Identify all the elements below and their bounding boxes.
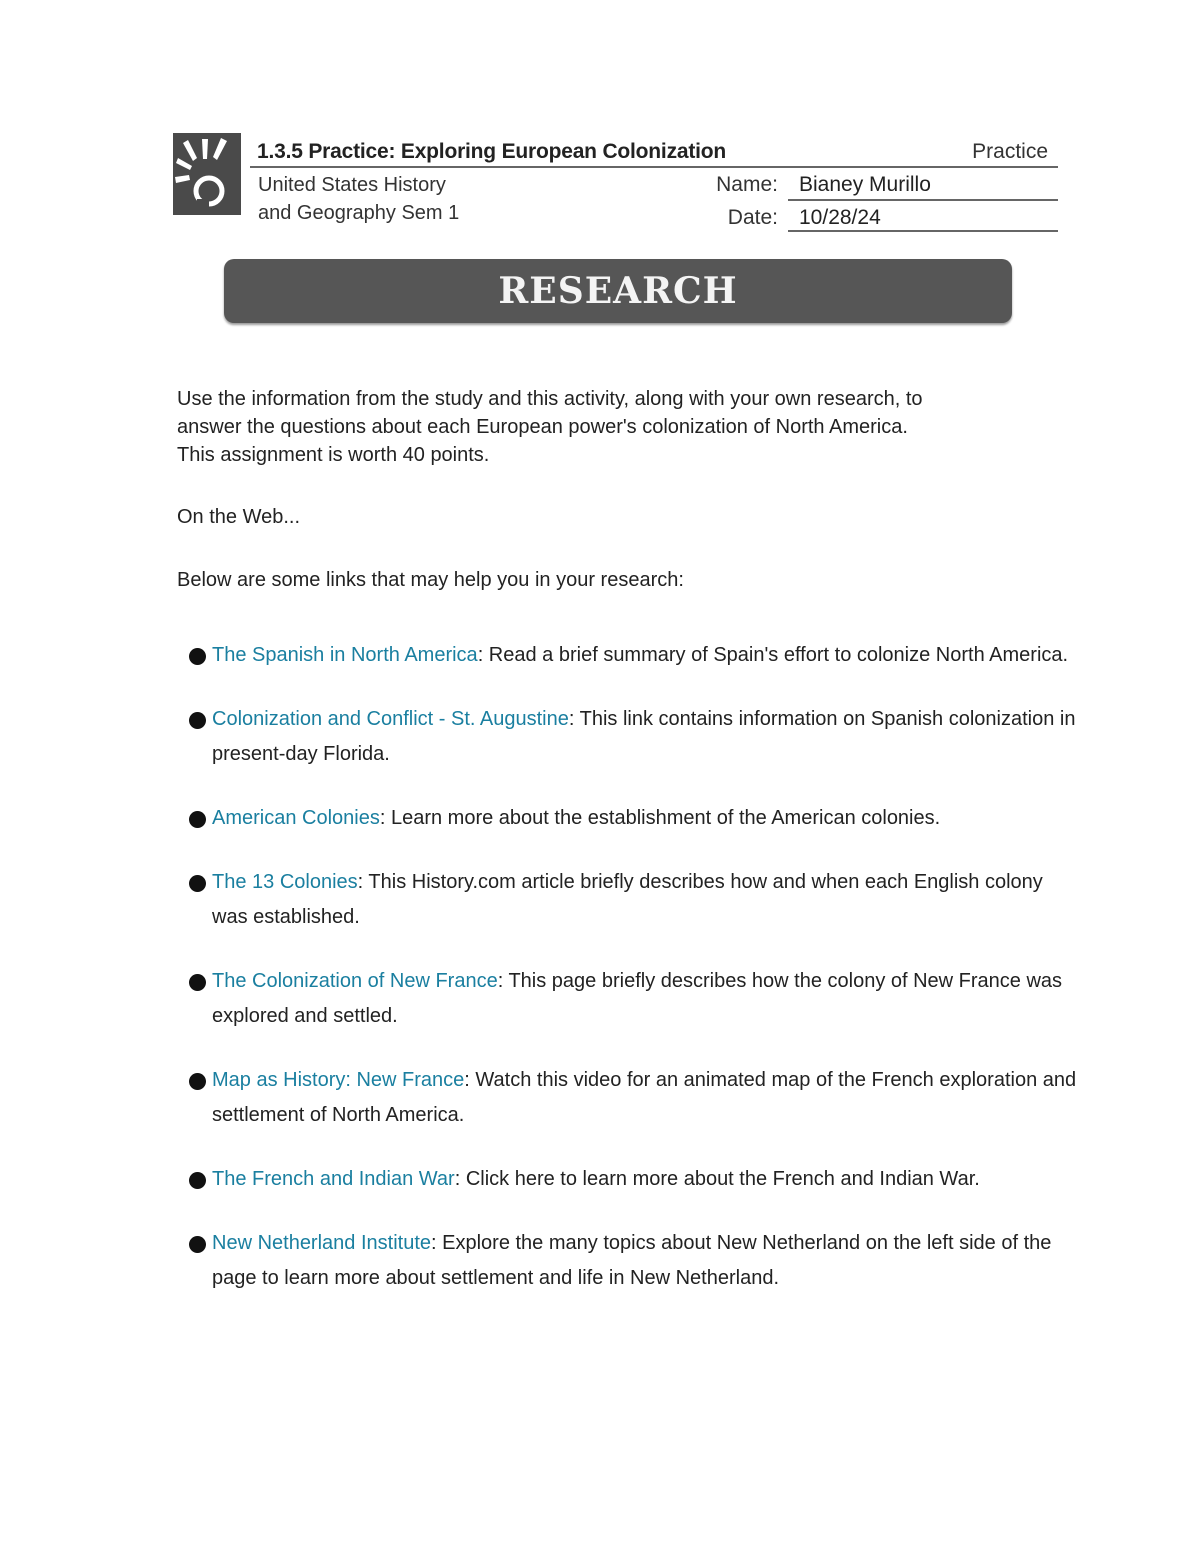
link-new-netherland-institute[interactable]: New Netherland Institute [212, 1232, 432, 1254]
bullet-icon [189, 1236, 206, 1253]
link-map-as-history[interactable]: Map as History: New France [212, 1069, 465, 1091]
web-heading: On the Web... [177, 506, 301, 528]
bullet-icon [189, 648, 206, 665]
bullet-icon [189, 1073, 206, 1090]
course-name-line2: and Geography Sem 1 [258, 202, 460, 224]
link-st-augustine[interactable]: Colonization and Conflict - St. Augustine [212, 708, 569, 730]
header-divider [250, 166, 1058, 168]
link-description: : Watch this video for an animated map of the French exploration and settlement of North America. [212, 1069, 1077, 1126]
bullet-icon [189, 875, 206, 892]
list-item [188, 964, 1078, 1034]
link-colonization-new-france[interactable]: The Colonization of New France [212, 970, 498, 992]
banner-title: RESEARCH [498, 270, 738, 312]
list-item [188, 1162, 1078, 1197]
link-description: : Read a brief summary of Spain's effort to colonize North America. [477, 644, 1069, 666]
list-item [188, 638, 1078, 673]
date-label: Date: [727, 206, 778, 229]
name-field[interactable]: Bianey Murillo [799, 173, 931, 196]
link-french-indian-war[interactable]: The French and Indian War [212, 1168, 455, 1190]
resource-link-list [188, 638, 1078, 1325]
instructions-line: Use the information from the study and this activity, along with your own research, to [177, 388, 923, 410]
instructions-paragraph [177, 385, 1077, 469]
link-spanish-north-america[interactable]: The Spanish in North America [212, 644, 478, 666]
links-intro: Below are some links that may help you in your research: [177, 569, 684, 591]
link-13-colonies[interactable]: The 13 Colonies [212, 871, 358, 893]
link-description: : Learn more about the establishment of the American colonies. [379, 807, 941, 829]
instructions-line: answer the questions about each European power's colonization of North America. [177, 416, 908, 438]
list-item [188, 1063, 1078, 1133]
course-name-line1: United States History [258, 174, 446, 196]
link-description: : Explore the many topics about New Netherland on the left side of the page to learn more about settlement and life in New Netherland. [212, 1232, 1052, 1289]
bullet-icon [189, 974, 206, 991]
document-type-label: Practice [972, 140, 1048, 163]
link-description: : This link contains information on Spanish colonization in present-day Florida. [212, 708, 1076, 765]
list-item [188, 702, 1078, 772]
name-label: Name: [716, 173, 778, 196]
instructions-line: This assignment is worth 40 points. [177, 444, 490, 466]
list-item [188, 801, 1078, 836]
bullet-icon [189, 1172, 206, 1189]
list-item [188, 1226, 1078, 1296]
link-american-colonies[interactable]: American Colonies [212, 807, 380, 829]
name-underline [788, 199, 1058, 201]
link-description: : This History.com article briefly describes how and when each English colony was established. [212, 871, 1043, 928]
link-description: : Click here to learn more about the French and Indian War. [454, 1168, 980, 1190]
link-description: : This page briefly describes how the colony of New France was explored and settled. [212, 970, 1063, 1027]
sunburst-logo-icon [173, 133, 241, 215]
course-name [258, 171, 459, 227]
bullet-icon [189, 811, 206, 828]
bullet-icon [189, 712, 206, 729]
section-banner [224, 259, 1012, 323]
document-title: 1.3.5 Practice: Exploring European Colonization [257, 140, 727, 163]
list-item [188, 865, 1078, 935]
date-field[interactable]: 10/28/24 [799, 206, 881, 229]
date-underline [788, 230, 1058, 232]
